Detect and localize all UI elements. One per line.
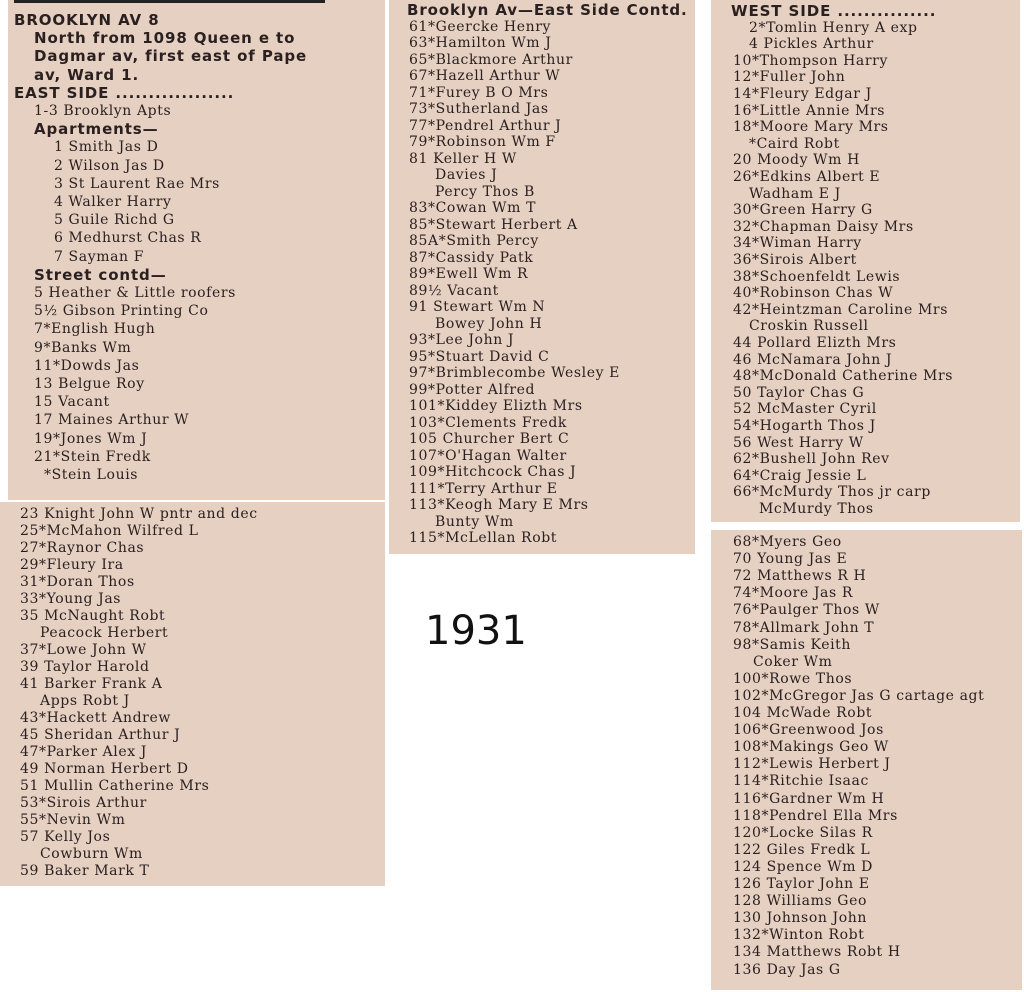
listing-line: 48*McDonald Catherine Mrs — [733, 368, 954, 385]
listing-line: 93*Lee John J — [409, 332, 515, 348]
listing-line: 7*English Hugh — [34, 321, 156, 338]
listing-line: 4 Walker Harry — [54, 194, 172, 210]
listing-line: 85A*Smith Percy — [409, 233, 539, 249]
listing-line: 13 Belgue Roy — [34, 376, 145, 392]
listing-line: av, Ward 1. — [34, 65, 140, 84]
listing-line: 112*Lewis Herbert J — [733, 756, 891, 773]
listing-line: Cowburn Wm — [40, 846, 143, 862]
listing-line: Dagmar av, first east of Pape — [34, 47, 308, 66]
listing-line: 132*Winton Robt — [733, 927, 865, 944]
listing-line: McMurdy Thos — [759, 501, 874, 517]
listing-line: Percy Thos B — [435, 183, 535, 200]
listing-line: Croskin Russell — [749, 318, 869, 335]
directory-clip-east-side-3 — [389, 0, 695, 554]
directory-clip-west-side-2 — [711, 530, 1022, 990]
listing-line: 25*McMahon Wilfred L — [20, 523, 199, 539]
listing-line: 95*Stuart David C — [409, 348, 550, 365]
listing-line: 10*Thompson Harry — [733, 52, 888, 69]
listing-line: BROOKLYN AV 8 — [14, 11, 160, 29]
listing-line: 107*O'Hagan Walter — [409, 447, 567, 464]
listing-line: 35 McNaught Robt — [20, 608, 166, 624]
listing-line: 81 Keller H W — [409, 150, 517, 167]
listing-line: 17 Maines Arthur W — [34, 412, 190, 429]
listing-line: 1 Smith Jas D — [54, 139, 159, 156]
listing-line: *Caird Robt — [749, 135, 840, 152]
listing-line: 49 Norman Herbert D — [20, 761, 189, 777]
listing-line: 130 Johnson John — [733, 910, 868, 927]
listing-line: 55*Nevin Wm — [20, 812, 126, 828]
listing-line: 63*Hamilton Wm J — [409, 35, 552, 51]
listing-line: 23 Knight John W pntr and dec — [20, 506, 258, 522]
directory-clip-east-side-2 — [0, 502, 385, 886]
listing-line: Wadham E J — [749, 185, 841, 202]
listing-line: 104 McWade Robt — [733, 705, 873, 721]
listing-line: 14*Fleury Edgar J — [733, 86, 872, 102]
listing-line: 67*Hazell Arthur W — [409, 68, 561, 84]
listing-line: 31*Doran Thos — [20, 574, 135, 590]
listing-line: 111*Terry Arthur E — [409, 480, 558, 497]
listing-line: 97*Brimblecombe Wesley E — [409, 365, 620, 381]
listing-line: 105 Churcher Bert C — [409, 431, 570, 447]
listing-line: 76*Paulger Thos W — [733, 602, 880, 619]
listing-line: Davies J — [435, 167, 498, 183]
listing-line: Peacock Herbert — [40, 625, 169, 641]
listing-line: 1-3 Brooklyn Apts — [34, 103, 172, 119]
listing-line: 66*McMurdy Thos jr carp — [733, 484, 931, 501]
listing-line: 27*Raynor Chas — [20, 540, 145, 556]
listing-line: North from 1098 Queen e to — [34, 29, 296, 48]
listing-line: 83*Cowan Wm T — [409, 200, 537, 216]
listing-line: 42*Heintzman Caroline Mrs — [733, 301, 948, 318]
listing-line: 30*Green Harry G — [733, 202, 873, 219]
listing-line: 113*Keogh Mary E Mrs — [409, 497, 589, 513]
listing-line: 5½ Gibson Printing Co — [34, 303, 209, 320]
listing-line: 38*Schoenfeldt Lewis — [733, 268, 901, 285]
year-label: 1931 — [425, 608, 527, 654]
listing-line: 53*Sirois Arthur — [20, 795, 147, 811]
listing-line: 57 Kelly Jos — [20, 829, 111, 845]
listing-line: 56 West Harry W — [733, 434, 864, 451]
listing-line: 61*Geercke Henry — [409, 18, 552, 35]
listing-line: 124 Spence Wm D — [733, 858, 873, 875]
listing-line: 21*Stein Fredk — [34, 448, 151, 465]
listing-line: 134 Matthews Robt H — [733, 944, 901, 961]
listing-line: 5 Heather & Little roofers — [34, 285, 236, 301]
listing-line: 103*Clements Fredk — [409, 414, 567, 431]
listing-line: 12*Fuller John — [733, 69, 846, 86]
listing-line: 87*Cassidy Patk — [409, 249, 534, 266]
listing-line: 136 Day Jas G — [733, 961, 841, 978]
listing-line: 108*Makings Geo W — [733, 739, 889, 756]
listing-line: 45 Sheridan Arthur J — [20, 727, 181, 743]
listing-line: 9*Banks Wm — [34, 339, 132, 356]
listing-line: 44 Pollard Elizth Mrs — [733, 335, 897, 351]
listing-line: 101*Kiddey Elizth Mrs — [409, 398, 583, 414]
listing-line: Coker Wm — [753, 653, 833, 670]
listing-line: 20 Moody Wm H — [733, 152, 860, 169]
listing-line: 43*Hackett Andrew — [20, 710, 171, 726]
listing-line: 109*Hitchcock Chas J — [409, 464, 577, 480]
listing-line: 40*Robinson Chas W — [733, 285, 894, 302]
listing-line: 34*Wiman Harry — [733, 235, 862, 252]
listing-line: 26*Edkins Albert E — [733, 169, 881, 185]
listing-line: 64*Craig Jessie L — [733, 467, 867, 484]
listing-line: WEST SIDE ............... — [731, 2, 937, 20]
listing-line: 16*Little Annie Mrs — [733, 102, 886, 119]
listing-line: 11*Dowds Jas — [34, 357, 140, 374]
listing-line: Bowey John H — [435, 315, 543, 332]
listing-line: 85*Stewart Herbert A — [409, 216, 578, 233]
listing-line: 72 Matthews R H — [733, 568, 867, 585]
listing-line: 118*Pendrel Ella Mrs — [733, 807, 898, 824]
listing-line: 128 Williams Geo — [733, 893, 867, 910]
listing-line: 3 St Laurent Rae Mrs — [54, 175, 220, 192]
listing-line: 5 Guile Richd G — [54, 212, 175, 229]
listing-line: 6 Medhurst Chas R — [54, 230, 202, 247]
listing-line: 19*Jones Wm J — [34, 430, 148, 447]
listing-line: 68*Myers Geo — [733, 534, 842, 550]
listing-line: *Stein Louis — [44, 467, 139, 483]
listing-line: 15 Vacant — [34, 394, 110, 411]
listing-line: 114*Ritchie Isaac — [733, 773, 869, 790]
listing-line: 29*Fleury Ira — [20, 557, 124, 573]
listing-line: 7 Sayman F — [54, 248, 145, 265]
listing-line: 122 Giles Fredk L — [733, 841, 871, 858]
listing-line: 62*Bushell John Rev — [733, 451, 890, 468]
listing-line: 32*Chapman Daisy Mrs — [733, 218, 914, 235]
listing-line: 102*McGregor Jas G cartage agt — [733, 687, 985, 704]
listing-line: 41 Barker Frank A — [20, 676, 163, 692]
listing-line: Apartments— — [34, 120, 159, 139]
listing-line: 54*Hogarth Thos J — [733, 418, 876, 434]
listing-line: 59 Baker Mark T — [20, 863, 150, 879]
listing-line: 50 Taylor Chas G — [733, 384, 865, 401]
listing-line: 99*Potter Alfred — [409, 381, 536, 398]
listing-line: 4 Pickles Arthur — [749, 36, 874, 53]
listing-line: 52 McMaster Cyril — [733, 401, 877, 418]
listing-line: 46 McNamara John J — [733, 351, 893, 368]
listing-line: 78*Allmark John T — [733, 619, 875, 636]
listing-line: Apps Robt J — [40, 693, 130, 709]
header-rule — [14, 0, 325, 3]
listing-line: 77*Pendrel Arthur J — [409, 117, 562, 134]
listing-line: 89*Ewell Wm R — [409, 266, 529, 282]
listing-line: 115*McLellan Robt — [409, 530, 558, 546]
listing-line: Brooklyn Av—East Side Contd. — [407, 1, 688, 19]
listing-line: 91 Stewart Wm N — [409, 299, 546, 315]
listing-line: 2*Tomlin Henry A exp — [749, 19, 918, 36]
listing-line: 126 Taylor John E — [733, 876, 870, 892]
listing-line: 70 Young Jas E — [733, 551, 848, 568]
listing-line: 98*Samis Keith — [733, 636, 852, 653]
listing-line: 116*Gardner Wm H — [733, 790, 885, 807]
directory-clip-east-side-1 — [8, 0, 385, 500]
listing-line: EAST SIDE .................. — [14, 83, 235, 102]
listing-line: 51 Mullin Catherine Mrs — [20, 778, 210, 794]
listing-line: 65*Blackmore Arthur — [409, 51, 573, 68]
listing-line: 39 Taylor Harold — [20, 659, 150, 675]
listing-line: 36*Sirois Albert — [733, 252, 857, 268]
listing-line: 47*Parker Alex J — [20, 744, 147, 760]
listing-line: 120*Locke Silas R — [733, 824, 873, 841]
directory-clip-west-side-1 — [711, 0, 1020, 522]
listing-line: Street contd— — [34, 265, 167, 284]
listing-line: 71*Furey B O Mrs — [409, 84, 549, 101]
listing-line: 100*Rowe Thos — [733, 670, 853, 687]
listing-line: 89½ Vacant — [409, 282, 499, 299]
listing-line: 73*Sutherland Jas — [409, 101, 549, 117]
listing-line: 2 Wilson Jas D — [54, 157, 165, 174]
listing-line: 79*Robinson Wm F — [409, 134, 556, 150]
listing-line: 106*Greenwood Jos — [733, 722, 884, 739]
listing-line: 18*Moore Mary Mrs — [733, 119, 889, 136]
listing-line: 37*Lowe John W — [20, 642, 147, 658]
listing-line: Bunty Wm — [435, 513, 514, 530]
listing-line: 74*Moore Jas R — [733, 585, 853, 602]
listing-line: 33*Young Jas — [20, 591, 122, 607]
